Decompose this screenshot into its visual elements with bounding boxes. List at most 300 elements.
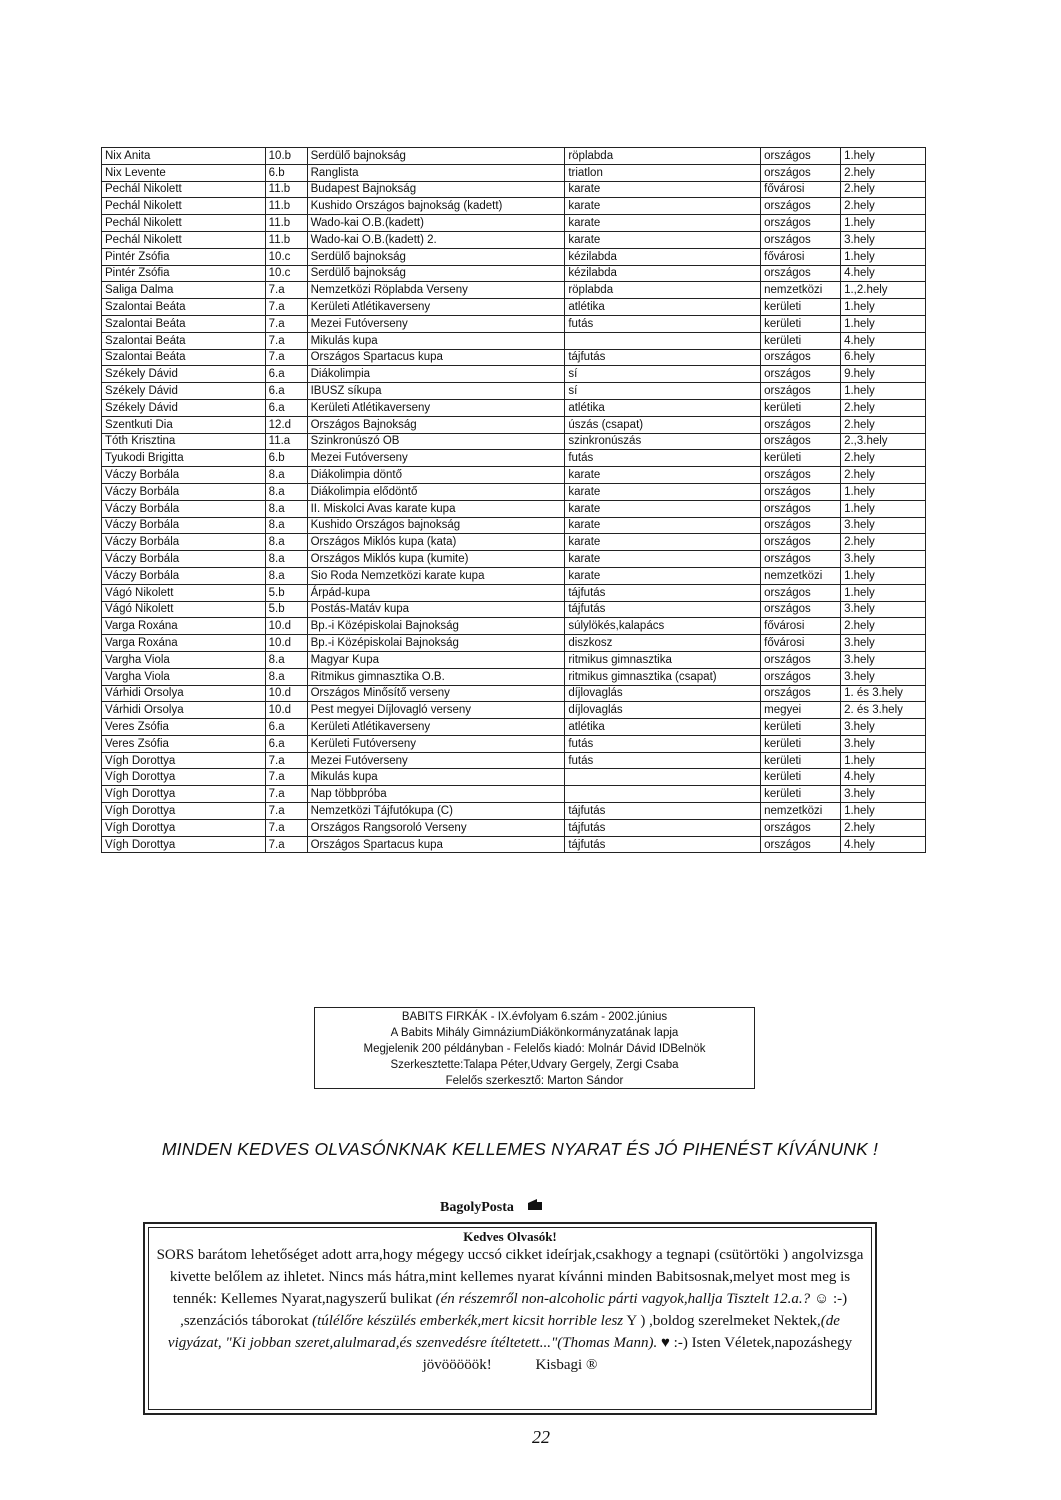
student-name-cell: Vígh Dorottya <box>102 819 266 836</box>
class-cell: 7.a <box>265 299 307 316</box>
competition-cell: Sio Roda Nemzetközi karate kupa <box>307 567 565 584</box>
competition-cell: Országos Minősítő verseny <box>307 685 565 702</box>
placement-cell: 2.hely <box>841 198 926 215</box>
sport-cell: kézilabda <box>565 265 761 282</box>
letter-text: Isten Véletek,napozáshegy jövööööök! <box>422 1335 853 1373</box>
class-cell: 11.b <box>265 215 307 232</box>
student-name-cell: Vígh Dorottya <box>102 769 266 786</box>
student-name-cell: Nix Anita <box>102 148 266 165</box>
sport-cell: sí <box>565 366 761 383</box>
level-cell: országos <box>761 416 841 433</box>
placement-cell: 4.hely <box>841 769 926 786</box>
sport-cell: szinkronúszás <box>565 433 761 450</box>
letter-aside: (túlélőre készülés emberkék,mert kicsit horrible lesz <box>312 1313 624 1329</box>
sport-cell: tájfutás <box>565 584 761 601</box>
class-cell: 8.a <box>265 483 307 500</box>
level-cell: országos <box>761 836 841 853</box>
student-name-cell: Szalontai Beáta <box>102 315 266 332</box>
class-cell: 10.d <box>265 685 307 702</box>
placement-cell: 3.hely <box>841 601 926 618</box>
student-name-cell: Vágó Nikolett <box>102 584 266 601</box>
placement-cell: 3.hely <box>841 651 926 668</box>
class-cell: 10.c <box>265 265 307 282</box>
class-cell: 6.a <box>265 383 307 400</box>
placement-cell: 1.hely <box>841 803 926 820</box>
placement-cell: 3.hely <box>841 786 926 803</box>
student-name-cell: Vígh Dorottya <box>102 752 266 769</box>
level-cell: országos <box>761 584 841 601</box>
competition-cell: Nap többpróba <box>307 786 565 803</box>
table-row <box>102 315 926 332</box>
competition-cell: Kerületi Atlétikaverseny <box>307 719 565 736</box>
letter-signature: Kisbagi ® <box>535 1357 598 1373</box>
level-cell: fővárosi <box>761 181 841 198</box>
competition-cell: Országos Rangsoroló Verseny <box>307 819 565 836</box>
table-row <box>102 299 926 316</box>
bagolyposta-letter <box>143 1222 877 1415</box>
level-cell: országos <box>761 383 841 400</box>
level-cell: kerületi <box>761 299 841 316</box>
competition-cell: Wado-kai O.B.(kadett) <box>307 215 565 232</box>
sport-cell <box>565 769 761 786</box>
student-name-cell: Vargha Viola <box>102 668 266 685</box>
level-cell: országos <box>761 265 841 282</box>
competition-cell: Bp.-i Középiskolai Bajnokság <box>307 618 565 635</box>
student-name-cell: Nix Levente <box>102 164 266 181</box>
level-cell: országos <box>761 198 841 215</box>
placement-cell: 1.hely <box>841 752 926 769</box>
level-cell: megyei <box>761 702 841 719</box>
table-row <box>102 735 926 752</box>
student-name-cell: Vígh Dorottya <box>102 786 266 803</box>
competition-cell: Diákolimpia elődöntő <box>307 483 565 500</box>
sport-cell: atlétika <box>565 299 761 316</box>
class-cell: 8.a <box>265 668 307 685</box>
competition-cell: Serdülő bajnokság <box>307 265 565 282</box>
competition-cell: Kushido Országos bajnokság (kadett) <box>307 198 565 215</box>
table-row <box>102 803 926 820</box>
level-cell: országos <box>761 685 841 702</box>
sport-cell: sí <box>565 383 761 400</box>
summer-greeting: MINDEN KEDVES OLVASÓNKNAK KELLEMES NYARAT ÉS JÓ PIHENÉST KÍVÁNUNK ! <box>161 1139 879 1159</box>
student-name-cell: Várhidi Orsolya <box>102 702 266 719</box>
sport-cell: futás <box>565 315 761 332</box>
sport-cell: karate <box>565 198 761 215</box>
heart-smiley-glyphs: ♥ :-) <box>657 1335 692 1351</box>
table-row <box>102 366 926 383</box>
table-row <box>102 433 926 450</box>
student-name-cell: Váczy Borbála <box>102 500 266 517</box>
student-name-cell: Váczy Borbála <box>102 534 266 551</box>
level-cell: országos <box>761 467 841 484</box>
student-name-cell: Váczy Borbála <box>102 567 266 584</box>
letter-inner-frame <box>148 1227 872 1410</box>
competition-cell: Kushido Országos bajnokság <box>307 517 565 534</box>
class-cell: 6.b <box>265 450 307 467</box>
competition-cell: Postás-Matáv kupa <box>307 601 565 618</box>
sport-cell: karate <box>565 500 761 517</box>
sport-cell: tájfutás <box>565 349 761 366</box>
level-cell: országos <box>761 366 841 383</box>
student-name-cell: Szentkuti Dia <box>102 416 266 433</box>
table-row <box>102 265 926 282</box>
class-cell: 10.c <box>265 248 307 265</box>
smiley-glyphs: ☺ :-) <box>810 1291 848 1307</box>
student-name-cell: Tóth Krisztina <box>102 433 266 450</box>
competition-cell: Országos Miklós kupa (kumite) <box>307 551 565 568</box>
letter-body <box>153 1244 867 1376</box>
student-name-cell: Varga Roxána <box>102 618 266 635</box>
placement-cell: 3.hely <box>841 735 926 752</box>
placement-cell: 3.hely <box>841 719 926 736</box>
student-name-cell: Vargha Viola <box>102 651 266 668</box>
level-cell: kerületi <box>761 315 841 332</box>
letter-text: ,szenzációs táborokat <box>180 1313 313 1329</box>
letter-salutation: Kedves Olvasók! <box>463 1229 557 1244</box>
level-cell: országos <box>761 819 841 836</box>
level-cell: fővárosi <box>761 635 841 652</box>
placement-cell: 2.,3.hely <box>841 433 926 450</box>
class-cell: 8.a <box>265 651 307 668</box>
student-name-cell: Veres Zsófia <box>102 719 266 736</box>
results-table-body <box>102 148 926 853</box>
student-name-cell: Szalontai Beáta <box>102 332 266 349</box>
class-cell: 6.a <box>265 366 307 383</box>
competition-cell: Serdülő bajnokság <box>307 148 565 165</box>
placement-cell: 2.hely <box>841 618 926 635</box>
letter-quote: (de vigyázat, "Ki jobban szeret,alulmarad,és szenvedésre ítéltetett..."(Thomas Mann). <box>167 1313 840 1351</box>
table-row <box>102 148 926 165</box>
class-cell: 7.a <box>265 819 307 836</box>
table-row <box>102 618 926 635</box>
table-row <box>102 651 926 668</box>
class-cell: 7.a <box>265 803 307 820</box>
placement-cell: 1.hely <box>841 148 926 165</box>
level-cell: országos <box>761 483 841 500</box>
class-cell: 6.a <box>265 719 307 736</box>
placement-cell: 2.hely <box>841 534 926 551</box>
table-row <box>102 752 926 769</box>
sport-cell: karate <box>565 551 761 568</box>
placement-cell: 1.hely <box>841 315 926 332</box>
competition-cell: Országos Miklós kupa (kata) <box>307 534 565 551</box>
student-name-cell: Tyukodi Brigitta <box>102 450 266 467</box>
level-cell: kerületi <box>761 786 841 803</box>
class-cell: 7.a <box>265 282 307 299</box>
table-row <box>102 551 926 568</box>
level-cell: fővárosi <box>761 618 841 635</box>
class-cell: 8.a <box>265 567 307 584</box>
student-name-cell: Váczy Borbála <box>102 483 266 500</box>
placement-cell: 1.,2.hely <box>841 282 926 299</box>
sport-cell <box>565 786 761 803</box>
student-name-cell: Vágó Nikolett <box>102 601 266 618</box>
competition-cell: Wado-kai O.B.(kadett) 2. <box>307 231 565 248</box>
competition-cell: Pest megyei Díjlovagló verseny <box>307 702 565 719</box>
placement-cell: 2.hely <box>841 450 926 467</box>
placement-cell: 1.hely <box>841 483 926 500</box>
table-row <box>102 450 926 467</box>
placement-cell: 3.hely <box>841 551 926 568</box>
table-row <box>102 769 926 786</box>
placement-cell: 1.hely <box>841 299 926 316</box>
placement-cell: 1. és 3.hely <box>841 685 926 702</box>
placement-cell: 6.hely <box>841 349 926 366</box>
competition-cell: Magyar Kupa <box>307 651 565 668</box>
placement-cell: 2.hely <box>841 164 926 181</box>
student-name-cell: Pechál Nikolett <box>102 181 266 198</box>
sport-cell: ritmikus gimnasztika <box>565 651 761 668</box>
student-name-cell: Székely Dávid <box>102 366 266 383</box>
competition-cell: Ritmikus gimnasztika O.B. <box>307 668 565 685</box>
competition-cell: Serdülő bajnokság <box>307 248 565 265</box>
level-cell: országos <box>761 349 841 366</box>
placement-cell: 2.hely <box>841 416 926 433</box>
level-cell: nemzetközi <box>761 282 841 299</box>
letter-aside: (én részemről non-alcoholic párti vagyok,hallja Tisztelt 12.a.? <box>435 1291 811 1307</box>
class-cell: 11.a <box>265 433 307 450</box>
sport-cell: kézilabda <box>565 248 761 265</box>
competition-cell: Országos Spartacus kupa <box>307 349 565 366</box>
table-row <box>102 416 926 433</box>
sport-cell: úszás (csapat) <box>565 416 761 433</box>
student-name-cell: Várhidi Orsolya <box>102 685 266 702</box>
table-row <box>102 567 926 584</box>
sport-cell: tájfutás <box>565 819 761 836</box>
competition-cell: Kerületi Atlétikaverseny <box>307 299 565 316</box>
student-name-cell: Veres Zsófia <box>102 735 266 752</box>
student-name-cell: Szalontai Beáta <box>102 299 266 316</box>
table-row <box>102 282 926 299</box>
table-row <box>102 231 926 248</box>
table-row <box>102 685 926 702</box>
competition-cell: Budapest Bajnokság <box>307 181 565 198</box>
student-name-cell: Székely Dávid <box>102 399 266 416</box>
sport-cell: karate <box>565 181 761 198</box>
table-row <box>102 786 926 803</box>
sport-cell: karate <box>565 483 761 500</box>
class-cell: 7.a <box>265 332 307 349</box>
class-cell: 11.b <box>265 198 307 215</box>
table-row <box>102 181 926 198</box>
student-name-cell: Pechál Nikolett <box>102 198 266 215</box>
competition-cell: II. Miskolci Avas karate kupa <box>307 500 565 517</box>
student-name-cell: Pechál Nikolett <box>102 215 266 232</box>
class-cell: 8.a <box>265 534 307 551</box>
imprint-line: BABITS FIRKÁK - IX.évfolyam 6.szám - 2002.június <box>401 1011 668 1023</box>
imprint-line: Felelős szerkesztő: Marton Sándor <box>445 1075 624 1087</box>
competition-cell: Kerületi Futóverseny <box>307 735 565 752</box>
level-cell: kerületi <box>761 719 841 736</box>
table-row <box>102 483 926 500</box>
class-cell: 8.a <box>265 551 307 568</box>
table-row <box>102 635 926 652</box>
level-cell: országos <box>761 500 841 517</box>
placement-cell: 2.hely <box>841 819 926 836</box>
student-name-cell: Székely Dávid <box>102 383 266 400</box>
competition-cell: Mezei Futóverseny <box>307 315 565 332</box>
table-row <box>102 668 926 685</box>
sport-cell: karate <box>565 215 761 232</box>
table-row <box>102 215 926 232</box>
competition-cell: Bp.-i Középiskolai Bajnokság <box>307 635 565 652</box>
competition-cell: Mikulás kupa <box>307 769 565 786</box>
class-cell: 5.b <box>265 584 307 601</box>
competition-cell: Mezei Futóverseny <box>307 752 565 769</box>
placement-cell: 2.hely <box>841 399 926 416</box>
student-name-cell: Pintér Zsófia <box>102 265 266 282</box>
sport-cell: atlétika <box>565 399 761 416</box>
class-cell: 10.d <box>265 635 307 652</box>
class-cell: 8.a <box>265 500 307 517</box>
competition-cell: Ranglista <box>307 164 565 181</box>
competition-cell: Mezei Futóverseny <box>307 450 565 467</box>
table-row <box>102 467 926 484</box>
table-row <box>102 349 926 366</box>
placement-cell: 3.hely <box>841 635 926 652</box>
imprint-box <box>314 1007 755 1089</box>
sport-cell <box>565 332 761 349</box>
table-row <box>102 601 926 618</box>
competition-cell: Országos Spartacus kupa <box>307 836 565 853</box>
sport-cell: röplabda <box>565 148 761 165</box>
sport-cell: tájfutás <box>565 803 761 820</box>
class-cell: 6.b <box>265 164 307 181</box>
letter-text: ) ,boldog szerelmeket Nektek, <box>636 1313 821 1329</box>
class-cell: 7.a <box>265 752 307 769</box>
student-name-cell: Váczy Borbála <box>102 517 266 534</box>
level-cell: kerületi <box>761 332 841 349</box>
student-name-cell: Vígh Dorottya <box>102 803 266 820</box>
placement-cell: 1.hely <box>841 383 926 400</box>
placement-cell: 4.hely <box>841 836 926 853</box>
table-row <box>102 836 926 853</box>
class-cell: 11.b <box>265 181 307 198</box>
sport-cell: ritmikus gimnasztika (csapat) <box>565 668 761 685</box>
page-number: 22 <box>532 1427 550 1447</box>
class-cell: 8.a <box>265 517 307 534</box>
mailbox-icon <box>527 1198 543 1216</box>
level-cell: országos <box>761 164 841 181</box>
sport-cell: futás <box>565 752 761 769</box>
imprint-line: Szerkesztette:Talapa Péter,Udvary Gergely, Zergi Csaba <box>390 1059 679 1071</box>
sport-cell: röplabda <box>565 282 761 299</box>
class-cell: 7.a <box>265 769 307 786</box>
competition-cell: Kerületi Atlétikaverseny <box>307 399 565 416</box>
table-row <box>102 383 926 400</box>
class-cell: 7.a <box>265 349 307 366</box>
class-cell: 10.b <box>265 148 307 165</box>
letter-text: SORS barátom lehetőséget adott arra,hogy mégegy uccsó cikket ideírjak,csakhogy a tegnapi (csütörtöki ) angolvizsga kivette belőlem az ihletet. Nincs más hátra,mint kellemes nyarat kívánni minden Babitsosnak,melyet most meg is tennék: Kellemes Nyarat,nagyszerű bulikat <box>156 1247 864 1307</box>
placement-cell: 1.hely <box>841 215 926 232</box>
student-name-cell: Pintér Zsófia <box>102 248 266 265</box>
student-name-cell: Varga Roxána <box>102 635 266 652</box>
sport-cell: futás <box>565 450 761 467</box>
sport-cell: diszkosz <box>565 635 761 652</box>
placement-cell: 3.hely <box>841 668 926 685</box>
table-row <box>102 819 926 836</box>
sport-cell: karate <box>565 534 761 551</box>
table-row <box>102 399 926 416</box>
class-cell: 11.b <box>265 231 307 248</box>
table-row <box>102 332 926 349</box>
class-cell: 6.a <box>265 735 307 752</box>
placement-cell: 1.hely <box>841 248 926 265</box>
table-row <box>102 534 926 551</box>
level-cell: országos <box>761 551 841 568</box>
competition-cell: Nemzetközi Röplabda Verseny <box>307 282 565 299</box>
class-cell: 8.a <box>265 467 307 484</box>
sport-cell: karate <box>565 567 761 584</box>
table-row <box>102 248 926 265</box>
placement-cell: 3.hely <box>841 231 926 248</box>
student-name-cell: Váczy Borbála <box>102 467 266 484</box>
sport-cell: karate <box>565 467 761 484</box>
level-cell: kerületi <box>761 752 841 769</box>
level-cell: fővárosi <box>761 248 841 265</box>
placement-cell: 1.hely <box>841 500 926 517</box>
sport-cell: díjlovaglás <box>565 685 761 702</box>
sport-cell: súlylökés,kalapács <box>565 618 761 635</box>
student-name-cell: Saliga Dalma <box>102 282 266 299</box>
competition-cell: Szinkronúszó OB <box>307 433 565 450</box>
class-cell: 6.a <box>265 399 307 416</box>
level-cell: kerületi <box>761 735 841 752</box>
placement-cell: 1.hely <box>841 584 926 601</box>
class-cell: 12.d <box>265 416 307 433</box>
sport-cell: tájfutás <box>565 836 761 853</box>
student-name-cell: Szalontai Beáta <box>102 349 266 366</box>
competition-cell: Árpád-kupa <box>307 584 565 601</box>
results-table <box>101 147 926 853</box>
imprint-line: Megjelenik 200 példányban - Felelős kiadó: Molnár Dávid IDBelnök <box>363 1043 706 1055</box>
class-cell: 5.b <box>265 601 307 618</box>
class-cell: 7.a <box>265 786 307 803</box>
competition-cell: IBUSZ síkupa <box>307 383 565 400</box>
level-cell: országos <box>761 148 841 165</box>
level-cell: országos <box>761 601 841 618</box>
table-row <box>102 702 926 719</box>
level-cell: országos <box>761 433 841 450</box>
class-cell: 7.a <box>265 836 307 853</box>
placement-cell: 2.hely <box>841 467 926 484</box>
placement-cell: 4.hely <box>841 265 926 282</box>
table-row <box>102 164 926 181</box>
level-cell: országos <box>761 668 841 685</box>
student-name-cell: Vígh Dorottya <box>102 836 266 853</box>
table-row <box>102 500 926 517</box>
table-row <box>102 517 926 534</box>
sport-cell: atlétika <box>565 719 761 736</box>
level-cell: országos <box>761 651 841 668</box>
table-row <box>102 198 926 215</box>
level-cell: kerületi <box>761 769 841 786</box>
level-cell: nemzetközi <box>761 567 841 584</box>
competition-cell: Mikulás kupa <box>307 332 565 349</box>
table-row <box>102 719 926 736</box>
competition-cell: Diákolimpia <box>307 366 565 383</box>
level-cell: kerületi <box>761 450 841 467</box>
student-name-cell: Váczy Borbála <box>102 551 266 568</box>
cocktail-glass-icon: Y <box>626 1313 637 1329</box>
level-cell: országos <box>761 215 841 232</box>
class-cell: 7.a <box>265 315 307 332</box>
student-name-cell: Pechál Nikolett <box>102 231 266 248</box>
competition-cell: Országos Bajnokság <box>307 416 565 433</box>
table-row <box>102 584 926 601</box>
sport-cell: karate <box>565 517 761 534</box>
level-cell: országos <box>761 231 841 248</box>
